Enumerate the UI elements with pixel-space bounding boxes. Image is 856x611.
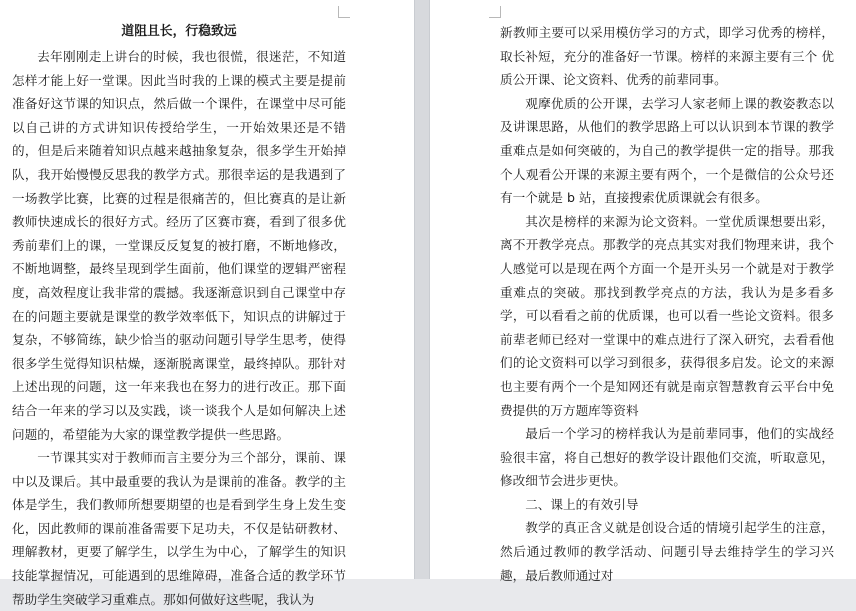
page-content bbox=[500, 21, 834, 587]
body-paragraph: 其次是榜样的来源为论文资料。一堂优质课想要出彩，离不开教学亮点。那教学的亮点其实对我们物理来讲，我个人感觉可以是现在两个方面一个是开头另一个就是对于教学重难点的突破。那找到教学亮点的方法，我认为是多看多学，可以看看之前的优质课，也可以看一些论文资料。很多前辈老师已经对一堂课中的难点进行了深入研究，去看看他们的论文资料可以学习到很多，获得很多启发。论文的来源也主要有两个一个是知网还有就是南京智慧教育云平台中免费提供的万方题库等资料 bbox=[500, 213, 834, 418]
body-paragraph: 一节课其实对于教师而言主要分为三个部分，课前、课中以及课后。其中最重要的我认为是课前的准备。教学的主体是学生，我们教师所想要期望的也是看到学生身上发生变化，因此教师的课前准备需要下足功夫，不仅是钻研教材、理解教材，更要了解学生，以学生为中心，了解学生的知识技能掌握情况，可能遇到的思维障碍，准备合适的教学环节帮助学生突破学习重难点。那如何做好这些呢，我认为 bbox=[12, 450, 346, 607]
body-paragraph: 观摩优质的公开课，去学习人家老师上课的教姿教态以及讲课思路，从他们的教学思路上可以认识到本节课的教学重难点是如何突破的，为自己的教学提供一定的指导。那我个人观看公开课的来源主要有两个，一个是微信的公众号还有一个就是 b 站，直接搜索优质课就会有很多。 bbox=[500, 95, 834, 206]
section-heading: 二、课上的有效引导 bbox=[525, 496, 639, 512]
body-paragraph: 新教师主要可以采用模仿学习的方式，即学习优秀的榜样，取长补短，充分的准备好一节课。榜样的来源主要有三个 优质公开课、论文资料、优秀的前辈同事。 bbox=[500, 25, 834, 88]
document-page-left bbox=[0, 0, 414, 607]
body-paragraph: 最后一个学习的榜样我认为是前辈同事，他们的实战经验很丰富，将自己想好的教学设计跟他们交流，听取意见，修改细节会进步更快。 bbox=[500, 426, 834, 489]
body-paragraph: 教学的真正含义就是创设合适的情境引起学生的注意，然后通过教师的教学活动、问题引导去维持学生的学习兴趣，最后教师通过对 bbox=[500, 520, 834, 583]
document-page-right bbox=[430, 0, 856, 583]
crop-mark bbox=[489, 6, 501, 18]
document-title: 道阻且长，行稳致远 bbox=[121, 24, 237, 39]
page-gap bbox=[414, 0, 430, 579]
body-paragraph: 去年刚刚走上讲台的时候，我也很慌，很迷茫，不知道怎样才能上好一堂课。因此当时我的上课的模式主要是提前准备好这节课的知识点，然后做一个课件，在课堂中尽可能以自己讲的方式讲知识传授给学生，一开始效果还是不错的，但是后来随着知识点越来越抽象复杂，很多学生开始掉队，我开始慢慢反思我的教学方式。那很幸运的是我遇到了一场教学比赛，比赛的过程是很痛苦的，但比赛真的是让新教师快速成长的很好方式。经历了区赛市赛，看到了很多优秀前辈们上的课，一堂课反反复复的被打磨，不断地修改，不断地调整，最终呈现到学生面前，他们课堂的逻辑严密程度，高效程度让我非常的震撼。我逐渐意识到自己课堂中存在的问题主要就是课堂的教学效率低下，知识点的讲解过于复杂，不够简练，缺少恰当的驱动问题引导学生思考，使得很多学生觉得知识枯燥，逐渐脱离课堂，最终掉队。那针对上述出现的问题，这一年来我也在努力的进行改正。那下面结合一年来的学习以及实践，谈一谈我个人是如何解决上述问题的，希望能为大家的课堂教学提供一些思路。 bbox=[12, 49, 346, 442]
crop-mark bbox=[338, 6, 350, 18]
page-content bbox=[12, 21, 346, 611]
